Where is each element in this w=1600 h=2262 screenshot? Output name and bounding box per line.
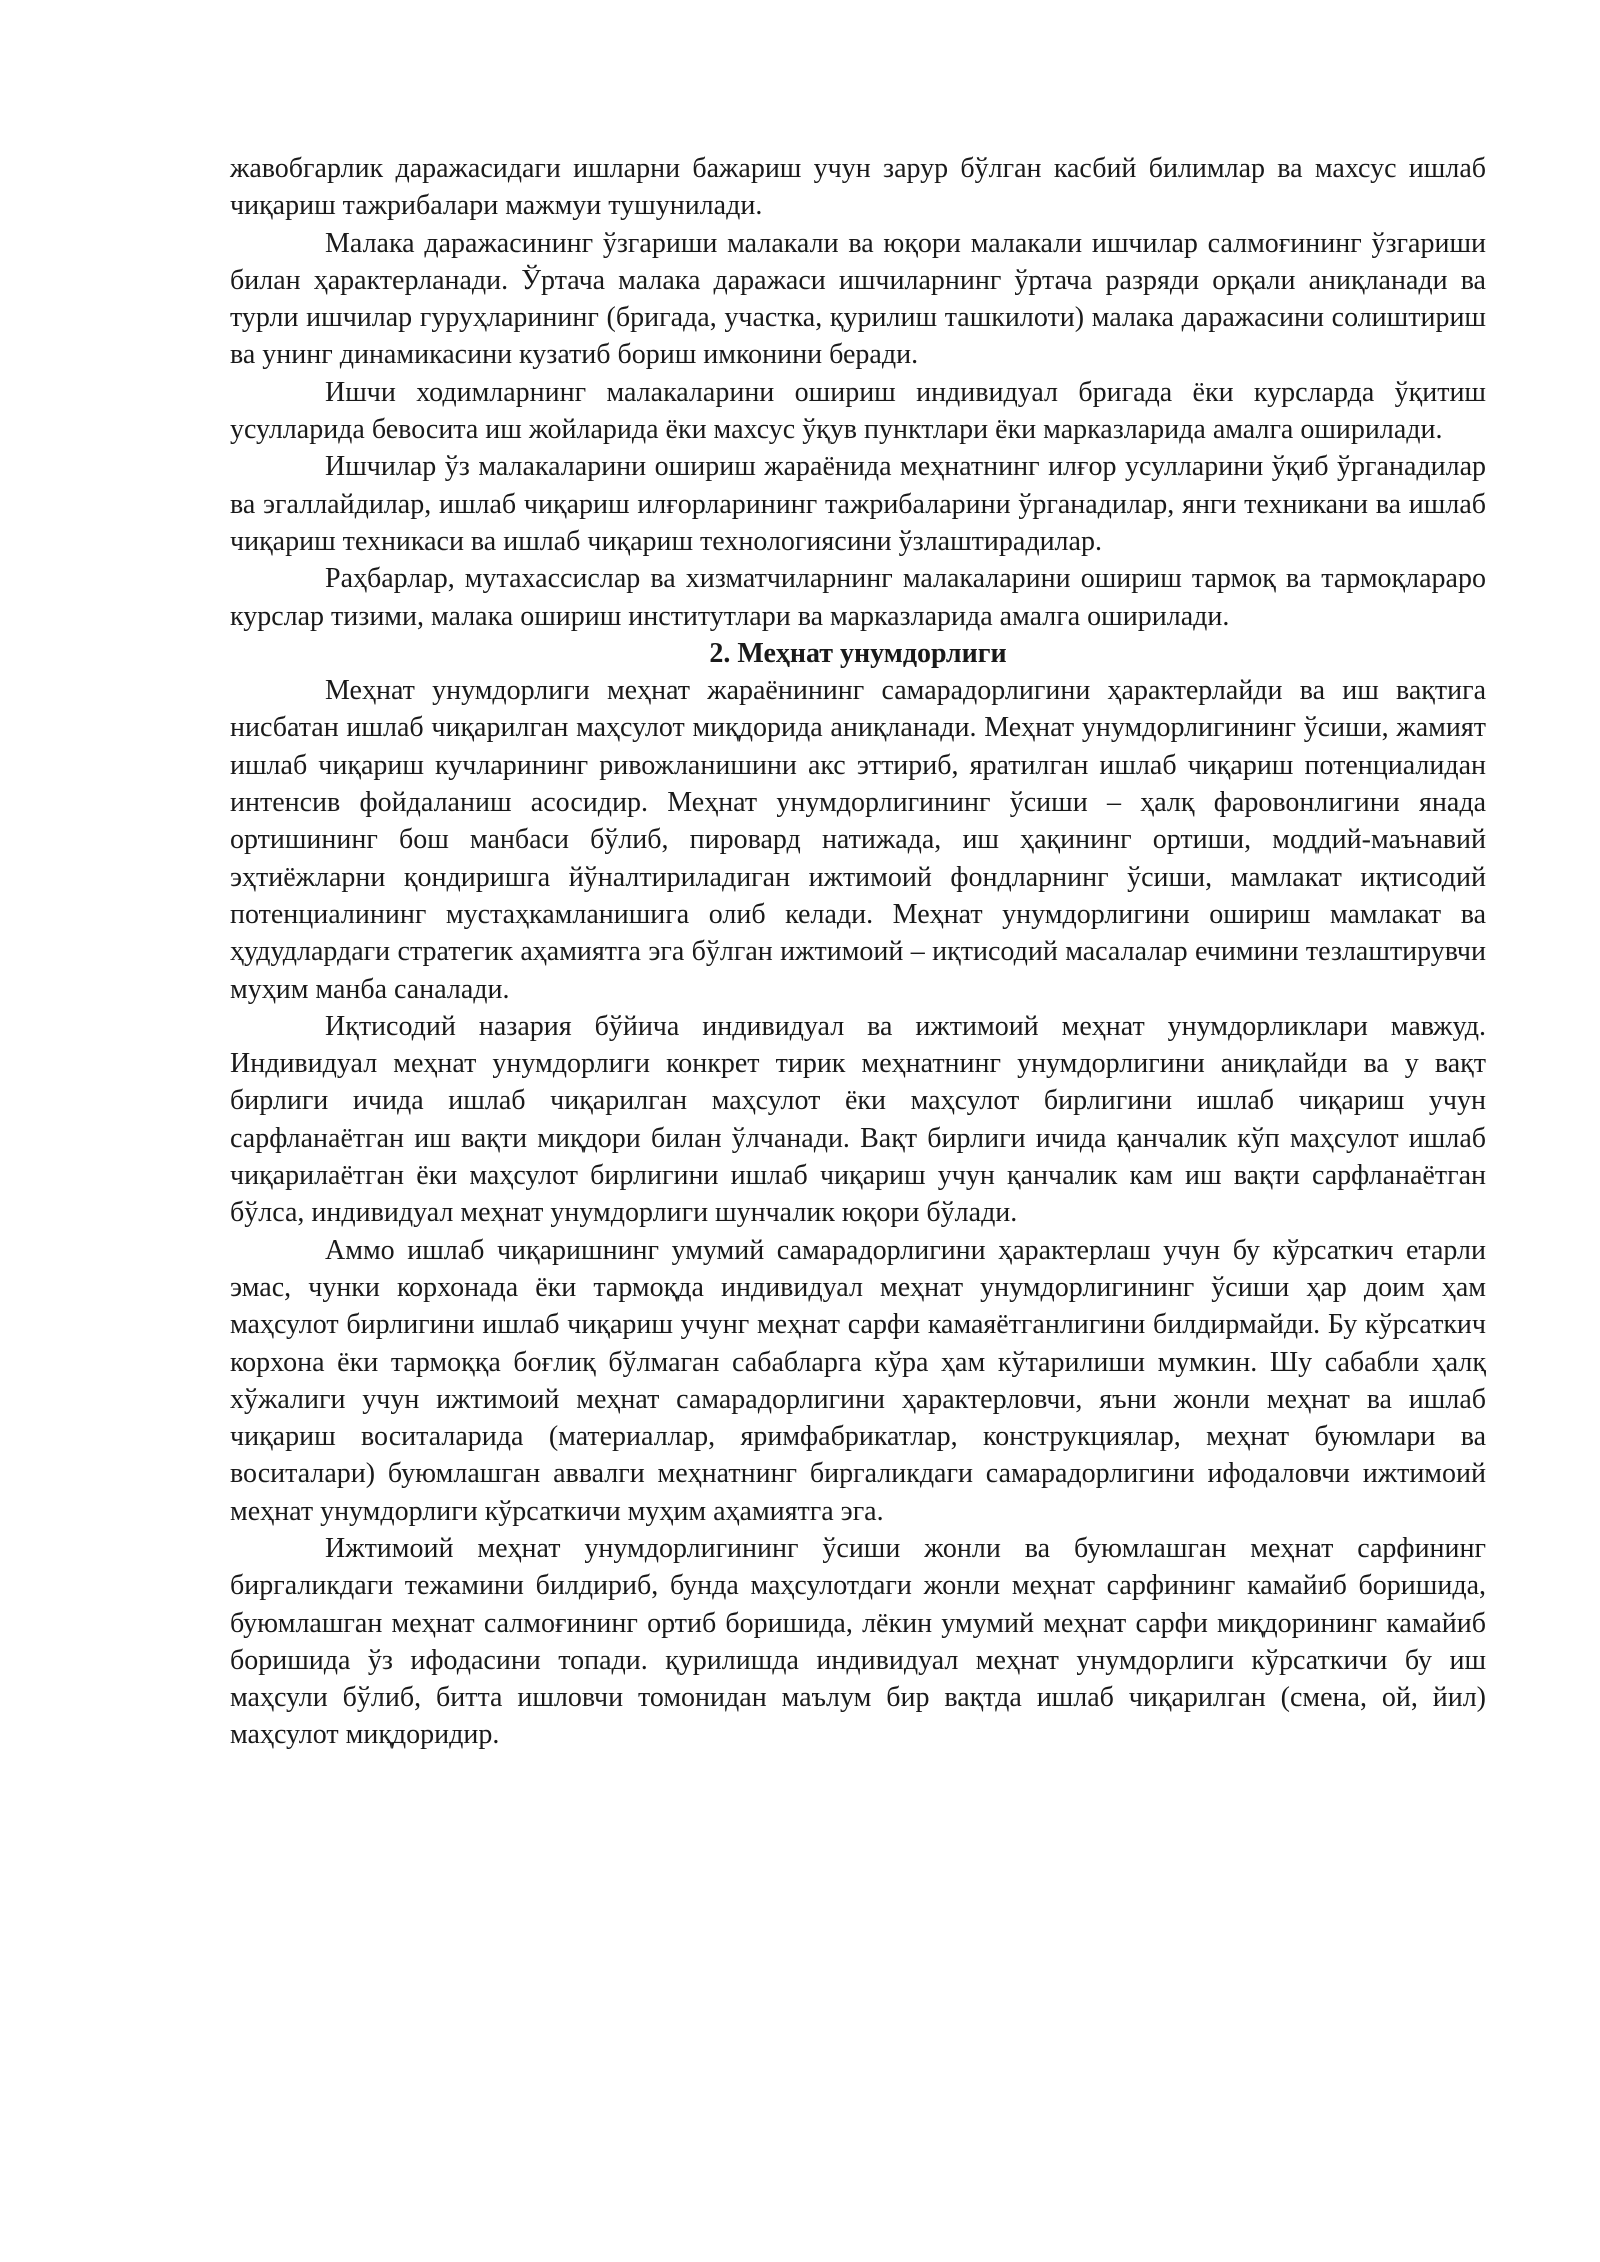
paragraph: Аммо ишлаб чиқаришнинг умумий самарадорлигини ҳарактерлаш учун бу кўрсаткич етарли эмас, чунки корхонада ёки тармоқда индивидуал меҳнат унумдорлигининг ўсиши ҳар доим ҳам маҳсулот бирлигини ишлаб чиқариш учунг меҳнат сарфи камаяётганлигини билдирмайди. Бу кўрсаткич корхона ёки тармоққа боғлиқ бўлмаган сабабларга кўра ҳам кўтарилиши мумкин. Шу сабабли ҳалқ хўжалиги учун ижтимоий меҳнат самарадорлигини ҳарактерловчи, яъни жонли меҳнат ва ишлаб чиқариш воситаларида (материаллар, яримфабрикатлар, конструкциялар, меҳнат буюмлари ва воситалари) буюмлашган аввалги меҳнатнинг биргаликдаги самарадорлигини ифодаловчи ижтимоий меҳнат унумдорлиги кўрсаткичи муҳим аҳамиятга эга.	[230, 1234, 1486, 1527]
section-heading: 2. Меҳнат унумдорлиги	[709, 637, 1007, 669]
paragraph: Раҳбарлар, мутахассислар ва хизматчиларнинг малакаларини ошириш тармоқ ва тармоқлараро курслар тизими, малака ошириш институтлари ва марказларида амалга оширилади.	[230, 563, 1486, 632]
paragraph: Ишчилар ўз малакаларини ошириш жараёнида меҳнатнинг илғор усулларини ўқиб ўрганадилар ва эгаллайдилар, ишлаб чиқариш илғорларининг тажрибаларини ўрганадилар, янги техникани ва ишлаб чиқариш техникаси ва ишлаб чиқариш технологиясини ўзлаштирадилар.	[230, 451, 1486, 557]
document-page	[230, 150, 1486, 1754]
paragraph: Ижтимоий меҳнат унумдорлигининг ўсиши жонли ва буюмлашган меҳнат сарфининг биргаликдаги тежамини билдириб, бунда маҳсулотдаги жонли меҳнат сарфининг камайиб боришида, буюмлашган меҳнат салмоғининг ортиб боришида, лёкин умумий меҳнат сарфи миқдорининг камайиб боришида ўз ифодасини топади. қурилишда индивидуал меҳнат унумдорлиги кўрсаткичи бу иш маҳсули бўлиб, битта ишловчи томонидан маълум бир вақтда ишлаб чиқарилган (смена, ой, йил) маҳсулот миқдоридир.	[230, 1532, 1486, 1751]
paragraph: Меҳнат унумдорлиги меҳнат жараёнининг самарадорлигини ҳарактерлайди ва иш вақтига нисбатан ишлаб чиқарилган маҳсулот миқдорида аниқланади. Меҳнат унумдорлигининг ўсиши, жамият ишлаб чиқариш кучларининг ривожланишини акс эттириб, яратилган ишлаб чиқариш потенциалидан интенсив фойдаланиш асосидир. Меҳнат унумдорлигининг ўсиши – ҳалқ фаровонлигини янада ортишининг бош манбаси бўлиб, пировард натижада, иш ҳақининг ортиши, моддий-маънавий эҳтиёжларни қондиришга йўналтириладиган ижтимоий фондларнинг ўсиши, мамлакат иқтисодий потенциалининг мустаҳкамланишига олиб келади. Меҳнат унумдорлигини ошириш мамлакат ва ҳудудлардаги стратегик аҳамиятга эга бўлган ижтимоий – иқтисодий масалалар ечимини тезлаштирувчи муҳим манба саналади.	[230, 675, 1486, 1005]
paragraph: Ишчи ходимларнинг малакаларини ошириш индивидуал бригада ёки курсларда ўқитиш усулларида бевосита иш жойларида ёки махсус ўқув пунктлари ёки марказларида амалга оширилади.	[230, 376, 1486, 446]
paragraph: Иқтисодий назария бўйича индивидуал ва ижтимоий меҳнат унумдорликлари мавжуд. Индивидуал меҳнат унумдорлиги конкрет тирик меҳнатнинг унумдорлигини аниқлайди ва у вақт бирлиги ичида ишлаб чиқарилган маҳсулот ёки маҳсулот бирлигини ишлаб чиқариш учун сарфланаётган иш вақти миқдори билан ўлчанади. Вақт бирлиги ичида қанчалик кўп маҳсулот ишлаб чиқарилаётган ёки маҳсулот бирлигини ишлаб чиқариш учун қанчалик кам иш вақти сарфланаётган бўлса, индивидуал меҳнат унумдорлиги шунчалик юқори бўлади.	[230, 1010, 1486, 1229]
paragraph: жавобгарлик даражасидаги ишларни бажариш учун зарур бўлган касбий билимлар ва махсус ишлаб чиқариш тажрибалари мажмуи тушунилади.	[230, 153, 1486, 222]
paragraph: Малака даражасининг ўзгариши малакали ва юқори малакали ишчилар салмоғининг ўзгариши билан ҳарактерланади. Ўртача малака даражаси ишчиларнинг ўртача разряди орқали аниқланади ва турли ишчилар гуруҳларининг (бригада, участка, қурилиш ташкилоти) малака даражасини солиштириш ва унинг динамикасини кузатиб бориш имконини беради.	[230, 227, 1486, 371]
